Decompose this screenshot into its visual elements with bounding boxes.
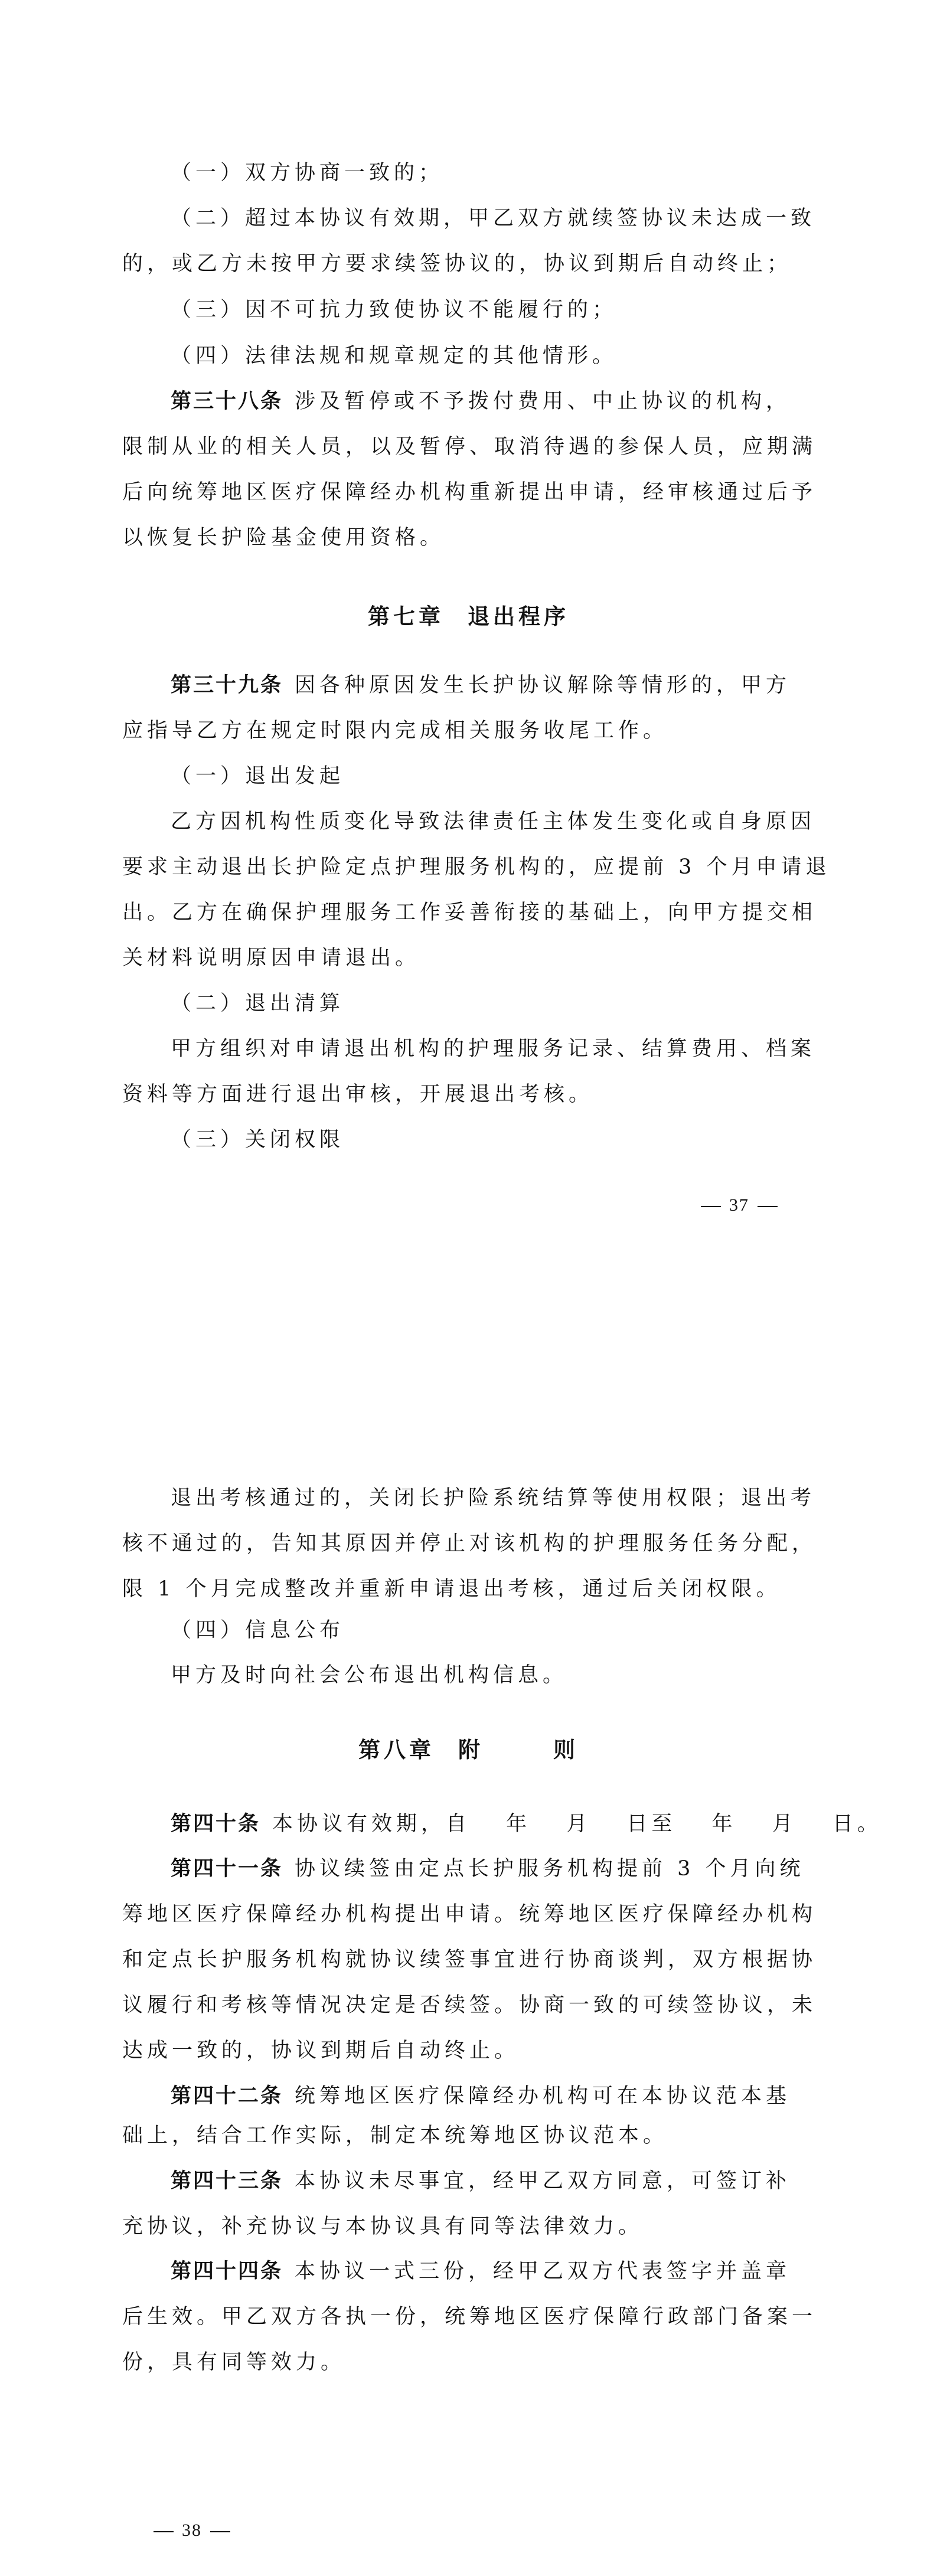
section-2-line: 资料等方面进行退出审核，开展退出考核。 bbox=[122, 1083, 594, 1106]
section-1-line: 关材料说明原因申请退出。 bbox=[122, 946, 420, 970]
section-3-heading: （三）关闭权限 bbox=[171, 1128, 345, 1152]
article-41-label: 第四十一条 bbox=[171, 1857, 283, 1881]
dash-right bbox=[210, 2531, 230, 2532]
section-2-heading: （二）退出清算 bbox=[171, 992, 345, 1015]
article-38-line: 后向统筹地区医疗保障经办机构重新提出申请，经审核通过后予 bbox=[122, 480, 817, 504]
dash-right bbox=[758, 1206, 778, 1207]
section-4-line: 甲方及时向社会公布退出机构信息。 bbox=[171, 1663, 568, 1687]
page-number-38 bbox=[145, 2520, 239, 2541]
section-1-line: 出。乙方在确保护理服务工作妥善衔接的基础上，向甲方提交相 bbox=[122, 901, 817, 924]
article-41-first-line bbox=[171, 1856, 879, 1882]
chapter-7-heading bbox=[0, 603, 937, 630]
section-3-line: 核不通过的，告知其原因并停止对该机构的护理服务任务分配， bbox=[122, 1532, 817, 1555]
article-39-label: 第三十九条 bbox=[171, 674, 283, 697]
chapter-7-number: 第七章 bbox=[368, 604, 444, 629]
article-38-line: 以恢复长护险基金使用资格。 bbox=[122, 526, 445, 550]
article-44-text: 本协议一式三份，经甲乙双方代表签字并盖章 bbox=[295, 2260, 791, 2283]
clause-item-3: （三）因不可抗力致使协议不能履行的； bbox=[171, 298, 618, 322]
article-42-text: 统筹地区医疗保障经办机构可在本协议范本基 bbox=[295, 2084, 791, 2108]
article-41-line: 达成一致的，协议到期后自动终止。 bbox=[122, 2039, 520, 2062]
article-40-text: 本协议有效期，自 年 月 日至 年 月 日。 bbox=[272, 1812, 882, 1836]
document-page-38 bbox=[0, 1288, 937, 2576]
section-3-line: 退出考核通过的，关闭长护险系统结算等使用权限；退出考 bbox=[171, 1486, 816, 1510]
section-3-line: 限 1 个月完成整改并重新申请退出考核，通过后关闭权限。 bbox=[122, 1577, 781, 1601]
article-40-label: 第四十条 bbox=[171, 1812, 261, 1836]
dash-left bbox=[154, 2531, 174, 2532]
clause-item-2: （二）超过本协议有效期，甲乙双方就续签协议未达成一致 bbox=[171, 207, 816, 230]
article-42-line: 础上，结合工作实际，制定本统筹地区协议范本。 bbox=[122, 2124, 668, 2147]
article-38-label: 第三十八条 bbox=[171, 390, 283, 413]
article-41-text: 协议续签由定点长护服务机构提前 3 个月向统 bbox=[295, 1857, 805, 1881]
article-40-line bbox=[171, 1811, 882, 1837]
article-38-text: 涉及暂停或不予拨付费用、中止协议的机构， bbox=[295, 390, 791, 413]
chapter-8-number: 第八章 bbox=[358, 1737, 435, 1763]
page-number-37 bbox=[693, 1195, 786, 1216]
article-43-text: 本协议未尽事宜，经甲乙双方同意，可签订补 bbox=[295, 2169, 791, 2193]
article-44-line: 份，具有同等效力。 bbox=[122, 2351, 346, 2374]
article-41-line: 议履行和考核等情况决定是否续签。协商一致的可续签协议，未 bbox=[122, 1993, 817, 2017]
page-number-text: 38 bbox=[182, 2521, 202, 2540]
dash-left bbox=[701, 1206, 721, 1207]
chapter-7-title: 退出程序 bbox=[468, 604, 569, 629]
article-44-line: 后生效。甲乙双方各执一份，统筹地区医疗保障行政部门备案一 bbox=[122, 2305, 817, 2329]
article-42-label: 第四十二条 bbox=[171, 2084, 283, 2108]
article-41-line: 筹地区医疗保障经办机构提出申请。统筹地区医疗保障经办机构 bbox=[122, 1902, 817, 1926]
article-39-text: 因各种原因发生长护协议解除等情形的，甲方 bbox=[295, 674, 791, 697]
section-1-line: 要求主动退出长护险定点护理服务机构的，应提前 3 个月申请退 bbox=[122, 855, 831, 879]
clause-item-2-cont: 的，或乙方未按甲方要求续签协议的，协议到期后自动终止； bbox=[122, 252, 792, 276]
article-44-first-line bbox=[171, 2258, 879, 2284]
article-43-first-line bbox=[171, 2168, 879, 2194]
article-44-label: 第四十四条 bbox=[171, 2260, 283, 2283]
section-4-heading: （四）信息公布 bbox=[171, 1619, 345, 1642]
article-41-line: 和定点长护服务机构就协议续签事宜进行协商谈判，双方根据协 bbox=[122, 1948, 817, 1972]
article-38-line: 限制从业的相关人员，以及暂停、取消待遇的参保人员，应期满 bbox=[122, 435, 817, 459]
article-39-first-line bbox=[171, 672, 879, 698]
chapter-8-title-b: 则 bbox=[553, 1737, 579, 1763]
chapter-8-title-a: 附 bbox=[458, 1737, 484, 1763]
article-38-first-line bbox=[171, 388, 879, 414]
clause-item-1: （一）双方协商一致的； bbox=[171, 161, 444, 185]
section-2-line: 甲方组织对申请退出机构的护理服务记录、结算费用、档案 bbox=[171, 1037, 816, 1061]
clause-item-4: （四）法律法规和规章规定的其他情形。 bbox=[171, 344, 618, 368]
article-42-first-line bbox=[171, 2083, 879, 2109]
article-39-line: 应指导乙方在规定时限内完成相关服务收尾工作。 bbox=[122, 719, 668, 743]
page-number-text: 37 bbox=[729, 1195, 749, 1215]
section-1-heading: （一）退出发起 bbox=[171, 764, 345, 788]
article-43-label: 第四十三条 bbox=[171, 2169, 283, 2193]
chapter-8-heading bbox=[0, 1737, 937, 1764]
article-43-line: 充协议，补充协议与本协议具有同等法律效力。 bbox=[122, 2215, 644, 2238]
section-1-line: 乙方因机构性质变化导致法律责任主体发生变化或自身原因 bbox=[171, 810, 816, 833]
